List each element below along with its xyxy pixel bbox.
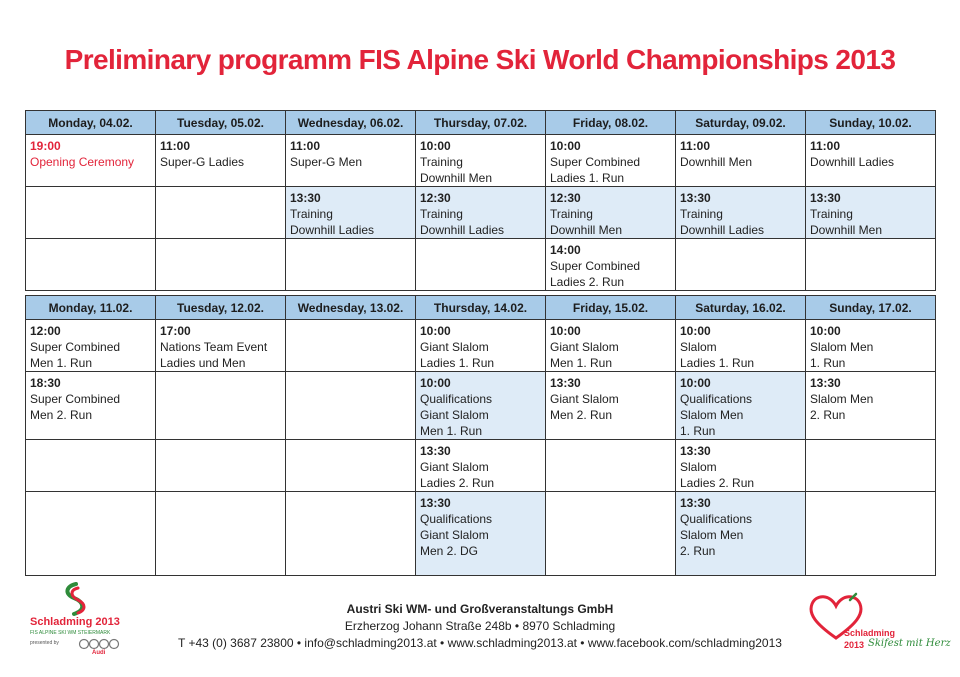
event-time: 10:00 bbox=[420, 324, 451, 338]
event-text: Downhill Ladies bbox=[810, 155, 895, 169]
event-text: Downhill Ladies bbox=[680, 223, 765, 237]
event-time: 10:00 bbox=[680, 376, 711, 390]
event-cell bbox=[546, 320, 676, 372]
event-text: Downhill Men bbox=[680, 155, 753, 169]
event-time: 11:00 bbox=[680, 139, 711, 153]
schedule-row bbox=[26, 440, 936, 492]
event-cell bbox=[676, 320, 806, 372]
event-text: Slalom Men bbox=[810, 392, 874, 406]
day-header: Wednesday, 13.02. bbox=[286, 296, 416, 320]
event-cell bbox=[156, 320, 286, 372]
footer-contact: T +43 (0) 3687 23800 • info@schladming2013.at • www.schladming2013.at • www.facebook.com/schladming2013 bbox=[178, 636, 782, 650]
event-text: Nations Team Event bbox=[160, 340, 268, 354]
event-text: Ladies 1. Run bbox=[680, 356, 755, 370]
event-text: Slalom Men bbox=[680, 408, 744, 422]
event-time: 12:30 bbox=[550, 191, 581, 205]
event-text: Downhill Ladies bbox=[420, 223, 505, 237]
event-cell bbox=[676, 135, 806, 187]
event-cell bbox=[26, 440, 156, 492]
event-cell bbox=[806, 372, 936, 440]
event-cell bbox=[546, 187, 676, 239]
event-cell bbox=[26, 372, 156, 440]
event-cell bbox=[416, 492, 546, 576]
event-time: 10:00 bbox=[420, 376, 451, 390]
event-cell bbox=[546, 239, 676, 291]
event-time: 10:00 bbox=[420, 139, 451, 153]
event-cell bbox=[546, 372, 676, 440]
event-cell bbox=[286, 187, 416, 239]
event-text: 1. Run bbox=[810, 356, 846, 370]
event-cell bbox=[676, 372, 806, 440]
event-cell bbox=[806, 492, 936, 576]
event-text: Giant Slalom bbox=[420, 460, 489, 474]
event-text: Ladies 2. Run bbox=[420, 476, 495, 490]
event-cell bbox=[676, 239, 806, 291]
footer-address: Erzherzog Johann Straße 248b • 8970 Schladming bbox=[344, 619, 616, 633]
event-text: Downhill Men bbox=[550, 223, 623, 237]
schedule-row bbox=[26, 239, 936, 291]
day-header: Thursday, 14.02. bbox=[416, 296, 546, 320]
event-cell bbox=[286, 492, 416, 576]
event-text: Men 2. Run bbox=[550, 408, 613, 422]
event-cell bbox=[806, 239, 936, 291]
event-cell bbox=[156, 187, 286, 239]
event-time: 13:30 bbox=[550, 376, 581, 390]
event-cell bbox=[416, 239, 546, 291]
event-cell bbox=[286, 372, 416, 440]
schedule-row bbox=[26, 187, 936, 239]
right-logo-year: 2013 bbox=[844, 640, 865, 650]
event-cell bbox=[806, 440, 936, 492]
event-time: 11:00 bbox=[810, 139, 841, 153]
event-cell bbox=[676, 187, 806, 239]
event-time: 13:30 bbox=[680, 191, 711, 205]
event-text: Training bbox=[680, 207, 723, 221]
schedule-row bbox=[26, 492, 936, 576]
event-cell bbox=[676, 440, 806, 492]
event-text: 2. Run bbox=[810, 408, 846, 422]
event-text: Giant Slalom bbox=[420, 408, 489, 422]
event-time: 13:30 bbox=[680, 444, 711, 458]
event-text: 1. Run bbox=[680, 424, 716, 438]
event-text: Training bbox=[550, 207, 593, 221]
day-header: Monday, 11.02. bbox=[26, 296, 156, 320]
event-time: 12:30 bbox=[420, 191, 451, 205]
day-header: Saturday, 16.02. bbox=[676, 296, 806, 320]
event-text: Qualifications bbox=[420, 512, 493, 526]
day-header: Friday, 08.02. bbox=[546, 111, 676, 135]
day-header: Friday, 15.02. bbox=[546, 296, 676, 320]
event-text: Ladies 1. Run bbox=[550, 171, 625, 185]
event-cell bbox=[806, 135, 936, 187]
event-text: Giant Slalom bbox=[550, 340, 619, 354]
left-logo-sub: FIS ALPINE SKI WM STEIERMARK bbox=[30, 630, 111, 636]
event-time: 13:30 bbox=[680, 496, 711, 510]
day-header: Tuesday, 05.02. bbox=[156, 111, 286, 135]
day-header: Monday, 04.02. bbox=[26, 111, 156, 135]
event-cell bbox=[26, 187, 156, 239]
event-text: Slalom bbox=[680, 460, 717, 474]
event-cell bbox=[286, 135, 416, 187]
day-header: Sunday, 10.02. bbox=[806, 111, 936, 135]
event-text: Giant Slalom bbox=[420, 340, 489, 354]
event-text: Ladies 2. Run bbox=[550, 275, 625, 289]
event-time: 13:30 bbox=[290, 191, 321, 205]
event-cell bbox=[26, 492, 156, 576]
day-header: Saturday, 09.02. bbox=[676, 111, 806, 135]
event-time: 10:00 bbox=[550, 139, 581, 153]
event-cell bbox=[26, 320, 156, 372]
day-header: Thursday, 07.02. bbox=[416, 111, 546, 135]
event-cell bbox=[416, 372, 546, 440]
event-time: 13:30 bbox=[810, 191, 841, 205]
event-text: Training bbox=[290, 207, 333, 221]
event-text: Ladies und Men bbox=[160, 356, 246, 370]
event-cell bbox=[806, 187, 936, 239]
event-cell bbox=[546, 440, 676, 492]
event-text: Qualifications bbox=[680, 512, 753, 526]
event-cell bbox=[416, 320, 546, 372]
event-text: Men 1. Run bbox=[550, 356, 613, 370]
schedule-week-1 bbox=[25, 110, 936, 291]
event-cell bbox=[286, 440, 416, 492]
event-time: 11:00 bbox=[290, 139, 321, 153]
schedule-row bbox=[26, 320, 936, 372]
right-logo-slogan: Skifest mit Herz bbox=[868, 638, 951, 649]
event-text: Ladies 2. Run bbox=[680, 476, 755, 490]
event-text: Training bbox=[810, 207, 853, 221]
event-cell bbox=[156, 440, 286, 492]
event-cell bbox=[676, 492, 806, 576]
event-time: 18:30 bbox=[30, 376, 61, 390]
schedule-row bbox=[26, 372, 936, 440]
event-time: 19:00 bbox=[30, 139, 61, 153]
event-text: Downhill Men bbox=[810, 223, 883, 237]
event-time: 10:00 bbox=[550, 324, 581, 338]
event-text: Downhill Ladies bbox=[290, 223, 375, 237]
event-time: 11:00 bbox=[160, 139, 191, 153]
event-cell bbox=[26, 135, 156, 187]
footer-company: Austri Ski WM- und Großveranstaltungs GmbH bbox=[346, 602, 614, 616]
skifest-mit-herz-logo bbox=[800, 592, 951, 662]
schedule-week-2 bbox=[25, 295, 936, 576]
event-text: Slalom bbox=[680, 340, 717, 354]
event-text: Downhill Men bbox=[420, 171, 493, 185]
event-cell bbox=[26, 239, 156, 291]
event-cell bbox=[806, 320, 936, 372]
event-text: Giant Slalom bbox=[420, 528, 489, 542]
event-cell bbox=[286, 320, 416, 372]
event-time: 17:00 bbox=[160, 324, 191, 338]
event-text: Men 1. Run bbox=[420, 424, 483, 438]
week-1-header-row bbox=[26, 111, 936, 135]
event-text: Training bbox=[420, 155, 463, 169]
event-text: Giant Slalom bbox=[550, 392, 619, 406]
event-time: 10:00 bbox=[810, 324, 841, 338]
event-text: Super-G Ladies bbox=[160, 155, 245, 169]
event-text: Opening Ceremony bbox=[30, 155, 135, 169]
event-cell bbox=[156, 372, 286, 440]
event-cell bbox=[416, 135, 546, 187]
event-text: Ladies 1. Run bbox=[420, 356, 495, 370]
event-time: 14:00 bbox=[550, 243, 581, 257]
event-cell bbox=[416, 187, 546, 239]
event-cell bbox=[286, 239, 416, 291]
event-text: Men 2. DG bbox=[420, 544, 479, 558]
event-text: Super Combined bbox=[30, 392, 121, 406]
schedule-row bbox=[26, 135, 936, 187]
audi-label: Audi bbox=[92, 650, 106, 656]
event-text: Qualifications bbox=[420, 392, 493, 406]
event-text: Super-G Men bbox=[290, 155, 363, 169]
day-header: Tuesday, 12.02. bbox=[156, 296, 286, 320]
event-text: Super Combined bbox=[550, 259, 641, 273]
event-text: 2. Run bbox=[680, 544, 716, 558]
event-time: 12:00 bbox=[30, 324, 61, 338]
day-header: Sunday, 17.02. bbox=[806, 296, 936, 320]
event-text: Super Combined bbox=[550, 155, 641, 169]
right-logo-name: Schladming bbox=[844, 628, 896, 638]
event-cell bbox=[156, 135, 286, 187]
event-time: 13:30 bbox=[810, 376, 841, 390]
event-text: Slalom Men bbox=[810, 340, 874, 354]
left-logo-name: Schladming 2013 bbox=[30, 616, 120, 628]
event-text: Slalom Men bbox=[680, 528, 744, 542]
day-header: Wednesday, 06.02. bbox=[286, 111, 416, 135]
event-time: 13:30 bbox=[420, 496, 451, 510]
event-cell bbox=[416, 440, 546, 492]
event-cell bbox=[546, 492, 676, 576]
event-text: Super Combined bbox=[30, 340, 121, 354]
event-text: Men 1. Run bbox=[30, 356, 93, 370]
event-text: Men 2. Run bbox=[30, 408, 93, 422]
event-time: 13:30 bbox=[420, 444, 451, 458]
event-time: 10:00 bbox=[680, 324, 711, 338]
event-cell bbox=[156, 239, 286, 291]
event-text: Training bbox=[420, 207, 463, 221]
event-cell bbox=[156, 492, 286, 576]
event-cell bbox=[546, 135, 676, 187]
page-title: Preliminary programm FIS Alpine Ski World Championships 2013 bbox=[64, 44, 896, 75]
event-text: Qualifications bbox=[680, 392, 753, 406]
week-2-header-row bbox=[26, 296, 936, 320]
left-logo-presented: presented by bbox=[30, 640, 59, 646]
